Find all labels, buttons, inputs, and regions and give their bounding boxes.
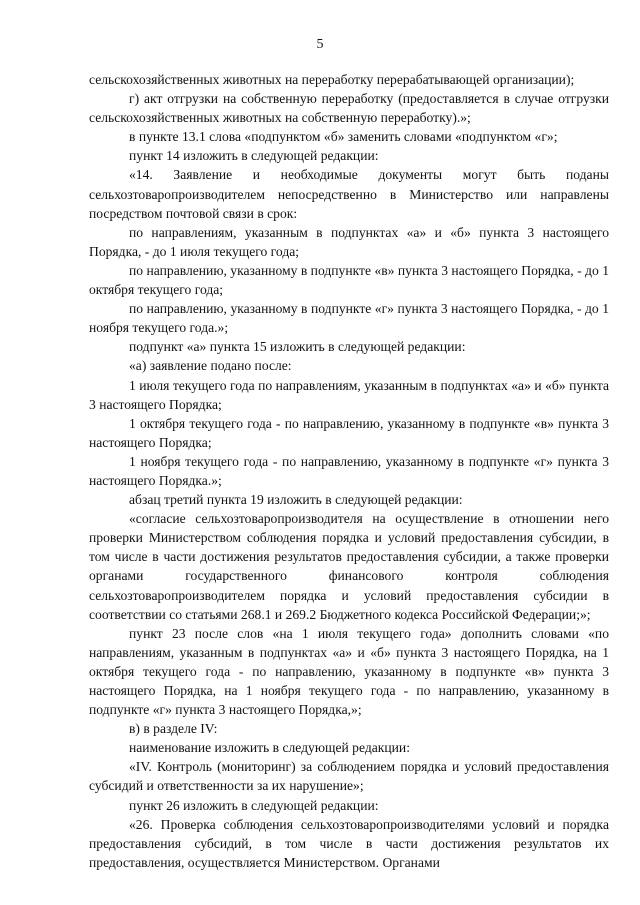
paragraph: наименование изложить в следующей редакции:	[129, 740, 410, 756]
paragraph: 1 октября текущего года - по направлению, указанному в подпункте «в» пункта 3 настоящего Порядка;	[89, 415, 609, 450]
paragraph: подпункт «а» пункта 15 изложить в следующей редакции:	[129, 339, 466, 355]
paragraph: «а) заявление подано после:	[129, 358, 292, 374]
paragraph: сельскохозяйственных животных на переработку перерабатывающей организации);	[89, 72, 575, 87]
paragraph: «IV. Контроль (мониторинг) за соблюдением порядка и условий предоставления субсидий и ответственности за их нарушение»;	[89, 759, 609, 794]
paragraph: пункт 23 после слов «на 1 июля текущего года» дополнить словами «по направлениям, указанным в подпунктах «а» и «б» пункта 3 настоящего Порядка, на 1 октября текущего года - по направлению, указанному в подпункте «в» пункта 3 настоящего Порядка, на 1 ноября текущего года - по направлению, указанному в подпункте «г» пункта 3 настоящего Порядка,»;	[89, 625, 609, 718]
paragraph: «26. Проверка соблюдения сельхозтоваропроизводителями условий и порядка предоставления субсидий, в том числе в части достижения результатов их предоставления, осуществляется Министерством. Органами	[89, 816, 609, 870]
paragraph: пункт 14 изложить в следующей редакции:	[129, 148, 379, 164]
paragraph: пункт 26 изложить в следующей редакции:	[129, 797, 379, 813]
paragraph: г) акт отгрузки на собственную переработку (предоставляется в случае отгрузки сельскохозяйственных животных на собственную переработку).»;	[89, 91, 609, 126]
paragraph: в пункте 13.1 слова «подпунктом «б» заменить словами «подпунктом «г»;	[129, 129, 558, 145]
paragraph: по направлению, указанному в подпункте «г» пункта 3 настоящего Порядка, - до 1 ноября текущего года.»;	[89, 301, 609, 336]
paragraph: «согласие сельхозтоваропроизводителя на осуществление в отношении него проверки Министерством соблюдения порядка и условий предоставления субсидии, в том числе в части достижения результатов предоставления субсидии, а также проверки органами государственного финансового контроля соблюдения сельхозтоваропроизводителем порядка и условий предоставления субсидии в соответствии со статьями 268.1 и 269.2 Бюджетного кодекса Российской Федерации;»;	[89, 511, 609, 622]
paragraph: 1 июля текущего года по направлениям, указанным в подпунктах «а» и «б» пункта 3 настоящего Порядка;	[89, 377, 609, 412]
paragraph: по направлениям, указанным в подпунктах «а» и «б» пункта 3 настоящего Порядка, - до 1 июля текущего года;	[89, 224, 609, 259]
paragraph: по направлению, указанному в подпункте «в» пункта 3 настоящего Порядка, - до 1 октября текущего года;	[89, 262, 609, 298]
paragraph: абзац третий пункта 19 изложить в следующей редакции:	[129, 492, 463, 508]
paragraph: в) в разделе IV:	[129, 721, 218, 737]
page-number: 5	[316, 37, 324, 52]
paragraph: 1 ноября текущего года - по направлению, указанному в подпункте «г» пункта 3 настоящего Порядка.»;	[89, 453, 609, 488]
document-body	[89, 70, 609, 872]
paragraph: «14. Заявление и необходимые документы могут быть поданы сельхозтоваропроизводителем непосредственно в Министерство или направлены посредством почтовой связи в срок:	[89, 167, 609, 221]
